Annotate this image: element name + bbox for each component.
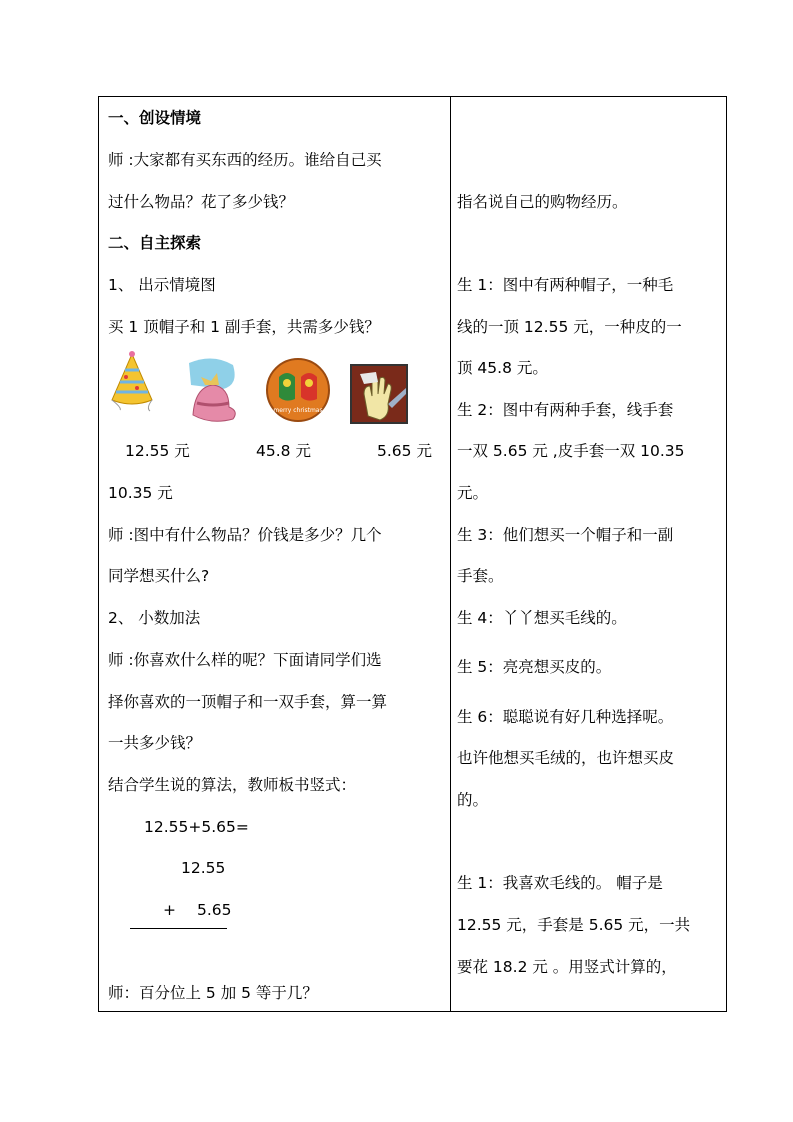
- student-2-line2: 一双 5.65 元 ,皮手套一双 10.35: [457, 442, 685, 460]
- price-gloves: 10.35 元: [108, 484, 173, 502]
- price-mittens: 5.65 元: [377, 442, 432, 460]
- vertical-top: 12.55: [181, 859, 226, 877]
- teacher-question-4: 师：百分位上 5 加 5 等于几？: [108, 984, 318, 1002]
- pink-hat-icon: [183, 355, 241, 425]
- student-1-line2: 线的一顶 12.55 元，一种皮的一: [457, 318, 682, 336]
- teacher-question-1-line1: 师 :大家都有买东西的经历。谁给自己买: [108, 151, 382, 169]
- section1-title: 一、创设情境: [108, 109, 202, 127]
- student-response-0: 指名说自己的购物经历。: [457, 193, 628, 211]
- student-4: 生 4：丫丫想买毛线的。: [457, 609, 627, 627]
- problem-question: 买 1 顶帽子和 1 副手套，共需多少钱？: [108, 318, 380, 336]
- student-7-line1: 生 1：我喜欢毛线的。 帽子是: [457, 874, 663, 892]
- vertical-plus: +: [163, 901, 176, 919]
- equation: 12.55+5.65=: [144, 818, 249, 836]
- vertical-sum-line: [130, 928, 227, 929]
- student-6-line2: 也许他想买毛绒的，也许想买皮: [457, 749, 675, 767]
- student-3-line2: 手套。: [457, 567, 504, 585]
- student-5: 生 5：亮亮想买皮的。: [457, 658, 612, 676]
- student-1-line1: 生 1：图中有两种帽子，一种毛: [457, 276, 674, 294]
- teacher-question-2-line2: 同学想买什么?: [108, 567, 210, 585]
- teacher-question-1-line2: 过什么物品？花了多少钱？: [108, 193, 295, 211]
- teacher-question-2-line1: 师 :图中有什么物品？价钱是多少？几个: [108, 526, 382, 544]
- price-party-hat: 12.55 元: [125, 442, 190, 460]
- student-7-line3: 要花 18.2 元 。用竖式计算的，: [457, 958, 677, 976]
- vertical-bottom: 5.65: [197, 901, 232, 919]
- teacher-question-3-line3: 一共多少钱？: [108, 734, 202, 752]
- student-6-line3: 的。: [457, 791, 489, 809]
- student-2-line1: 生 2：图中有两种手套，线手套: [457, 401, 674, 419]
- christmas-mittens-icon: [263, 357, 333, 423]
- party-hat-icon: [106, 350, 158, 412]
- student-2-line3: 元。: [457, 484, 489, 502]
- student-3-line1: 生 3：他们想买一个帽子和一副: [457, 526, 674, 544]
- teacher-question-3-line1: 师 :你喜欢什么样的呢？下面请同学们选: [108, 651, 382, 669]
- teacher-question-3-line2: 择你喜欢的一顶帽子和一双手套，算一算: [108, 693, 388, 711]
- glove-icon: [350, 364, 408, 424]
- board-intro: 结合学生说的算法，教师板书竖式：: [108, 776, 357, 794]
- student-6-line1: 生 6：聪聪说有好几种选择呢。: [457, 708, 674, 726]
- price-pink-hat: 45.8 元: [256, 442, 311, 460]
- step2-label: 2、 小数加法: [108, 609, 201, 627]
- section2-title: 二、自主探索: [108, 234, 202, 252]
- student-7-line2: 12.55 元，手套是 5.65 元，一共: [457, 916, 691, 934]
- column-divider: [450, 97, 451, 1011]
- step1-label: 1、 出示情境图: [108, 276, 216, 294]
- student-1-line3: 顶 45.8 元。: [457, 359, 548, 377]
- svg-text:merry christmas: merry christmas: [273, 407, 323, 414]
